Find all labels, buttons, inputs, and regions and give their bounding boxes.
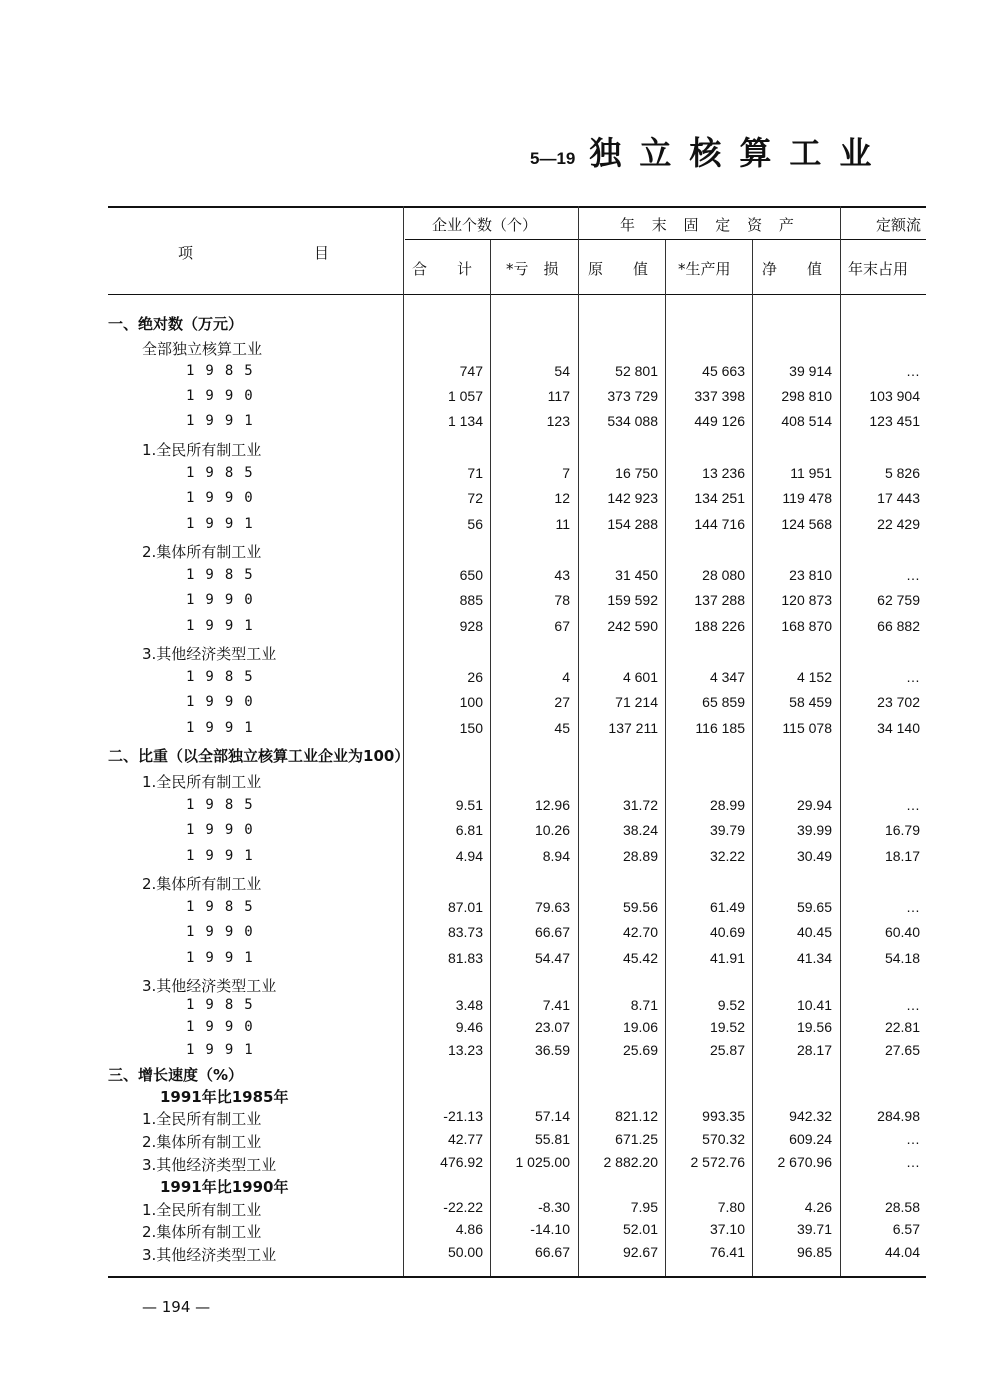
table-cell: 12.96 <box>534 797 570 813</box>
table-cell: 31 450 <box>615 567 658 583</box>
table-cell: 25.87 <box>709 1042 745 1058</box>
table-cell: 8.94 <box>542 848 570 864</box>
table-cell: 19.52 <box>709 1019 745 1035</box>
table-number: 5—19 <box>530 149 576 168</box>
row-label: 1985 <box>186 669 264 685</box>
table-cell: 19.56 <box>796 1019 832 1035</box>
header-col-loss: *亏 损 <box>506 260 559 278</box>
header-fixed-assets: 年 末 固 定 资 产 <box>620 216 800 234</box>
table-cell: 62 759 <box>877 592 920 608</box>
table-row <box>0 975 1000 997</box>
table-row <box>0 950 1000 972</box>
table-cell: 10.41 <box>796 997 832 1013</box>
table-cell: 168 870 <box>781 618 832 634</box>
table-cell: 26 <box>467 669 483 685</box>
row-label: 3.其他经济类型工业 <box>142 977 277 995</box>
row-label: 1.全民所有制工业 <box>142 773 262 791</box>
table-cell: 7 <box>562 465 570 481</box>
table-cell: 116 185 <box>695 720 745 736</box>
table-cell: 52 801 <box>615 363 658 379</box>
table-cell: 9.46 <box>455 1019 483 1035</box>
table-row <box>0 618 1000 640</box>
table-cell: 7.80 <box>717 1199 745 1215</box>
row-label: 2.集体所有制工业 <box>142 875 262 893</box>
row-label: 2.集体所有制工业 <box>142 543 262 561</box>
table-title: 独立核算工业 <box>589 134 890 172</box>
table-cell: 96.85 <box>796 1244 832 1260</box>
table-cell: 40.69 <box>709 924 745 940</box>
table-cell: 87.01 <box>447 899 483 915</box>
table-cell: 9.51 <box>455 797 483 813</box>
table-cell: 38.24 <box>622 822 658 838</box>
table-row <box>0 720 1000 742</box>
row-label: 1.全民所有制工业 <box>142 441 262 459</box>
row-label: 全部独立核算工业 <box>142 340 263 358</box>
table-cell: 16.79 <box>884 822 920 838</box>
table-row <box>0 771 1000 793</box>
table-cell: 747 <box>459 363 483 379</box>
table-cell: 55.81 <box>534 1131 570 1147</box>
table-cell: 4 601 <box>622 669 658 685</box>
table-cell: 27.65 <box>884 1042 920 1058</box>
table-cell: 28.89 <box>622 848 658 864</box>
row-label: 1991 <box>186 848 264 864</box>
table-cell: … <box>906 797 920 813</box>
table-cell: 124 568 <box>781 516 832 532</box>
row-label: 1990 <box>186 694 264 710</box>
table-row <box>0 873 1000 895</box>
table-cell: 39.71 <box>796 1221 832 1237</box>
table-row <box>0 439 1000 461</box>
table-cell: 4 347 <box>709 669 745 685</box>
table-cell: 4 152 <box>796 669 832 685</box>
table-cell: 134 251 <box>694 490 745 506</box>
table-row <box>0 363 1000 385</box>
table-cell: 71 <box>467 465 483 481</box>
table-cell: 8.71 <box>630 997 658 1013</box>
table-cell: 159 592 <box>607 592 658 608</box>
row-label: 1985 <box>186 465 264 481</box>
row-label: 1990 <box>186 388 264 404</box>
table-row <box>0 669 1000 691</box>
table-cell: 45 663 <box>702 363 745 379</box>
table-cell: -14.10 <box>530 1221 570 1237</box>
row-label: 1991 <box>186 720 264 736</box>
table-cell: 36.59 <box>534 1042 570 1058</box>
table-cell: 2 670.96 <box>777 1154 832 1170</box>
table-cell: 1 057 <box>447 388 483 404</box>
table-cell: 45.42 <box>622 950 658 966</box>
table-cell: 22.81 <box>884 1019 920 1035</box>
table-row <box>0 1221 1000 1243</box>
table-cell: 32.22 <box>709 848 745 864</box>
table-row <box>0 643 1000 665</box>
table-cell: 28.99 <box>709 797 745 813</box>
table-row <box>0 848 1000 870</box>
table-cell: 83.73 <box>447 924 483 940</box>
table-cell: 298 810 <box>781 388 832 404</box>
table-cell: 58 459 <box>789 694 832 710</box>
table-cell: 119 478 <box>782 490 832 506</box>
table-row <box>0 822 1000 844</box>
row-label: 1990 <box>186 924 264 940</box>
table-cell: 534 088 <box>607 413 658 429</box>
table-cell: 4.86 <box>455 1221 483 1237</box>
header-col-yearend: 年末占用 <box>848 260 909 278</box>
table-row <box>0 899 1000 921</box>
table-cell: 408 514 <box>781 413 832 429</box>
table-cell: 9.52 <box>717 997 745 1013</box>
table-cell: 50.00 <box>447 1244 483 1260</box>
table-row <box>0 797 1000 819</box>
table-row <box>0 997 1000 1019</box>
table-cell: 41.91 <box>709 950 745 966</box>
row-label: 1990 <box>186 490 264 506</box>
table-cell: … <box>906 899 920 915</box>
header-bottom-rule <box>108 294 926 295</box>
row-label: 1991 <box>186 950 264 966</box>
table-cell: 42.70 <box>622 924 658 940</box>
table-cell: 103 904 <box>869 388 920 404</box>
table-row <box>0 1199 1000 1221</box>
row-label: 1.全民所有制工业 <box>142 1110 262 1128</box>
table-cell: 1 134 <box>447 413 483 429</box>
header-item-1: 项 <box>178 244 194 262</box>
table-cell: 188 226 <box>694 618 745 634</box>
table-cell: 10.26 <box>534 822 570 838</box>
row-label: 3.其他经济类型工业 <box>142 1156 277 1174</box>
table-cell: 66.67 <box>534 924 570 940</box>
table-cell: … <box>906 1154 920 1170</box>
table-cell: 28.17 <box>796 1042 832 1058</box>
table-cell: 22 429 <box>877 516 920 532</box>
table-cell: 12 <box>554 490 570 506</box>
table-cell: 40.45 <box>796 924 832 940</box>
header-col-net: 净 值 <box>762 260 823 278</box>
table-cell: 100 <box>459 694 483 710</box>
table-cell: … <box>906 1131 920 1147</box>
page-number: — 194 — <box>142 1298 211 1316</box>
row-label: 1990 <box>186 1019 264 1035</box>
table-cell: 54.18 <box>884 950 920 966</box>
row-label: 1991 <box>186 516 264 532</box>
table-cell: 23 702 <box>877 694 920 710</box>
table-cell: 42.77 <box>447 1131 483 1147</box>
table-cell: 45 <box>554 720 570 736</box>
table-cell: 150 <box>459 720 483 736</box>
row-label: 二、比重（以全部独立核算工业企业为100） <box>108 747 410 765</box>
table-cell: 242 590 <box>607 618 658 634</box>
table-cell: 885 <box>459 592 483 608</box>
table-cell: 56 <box>467 516 483 532</box>
table-cell: 19.06 <box>622 1019 658 1035</box>
table-row <box>0 465 1000 487</box>
table-cell: 39.79 <box>709 822 745 838</box>
table-cell: 2 572.76 <box>690 1154 745 1170</box>
table-cell: 6.57 <box>892 1221 920 1237</box>
table-cell: 476.92 <box>440 1154 483 1170</box>
table-cell: 13 236 <box>702 465 745 481</box>
table-cell: 44.04 <box>884 1244 920 1260</box>
table-cell: … <box>906 363 920 379</box>
table-row <box>0 745 1000 767</box>
table-cell: 34 140 <box>877 720 920 736</box>
header-enterprises: 企业个数（个） <box>432 216 538 234</box>
table-cell: 11 951 <box>790 465 832 481</box>
table-cell: 117 <box>547 388 570 404</box>
table-cell: 28.58 <box>884 1199 920 1215</box>
row-label: 2.集体所有制工业 <box>142 1133 262 1151</box>
table-cell: 5 826 <box>884 465 920 481</box>
table-cell: 993.35 <box>702 1108 745 1124</box>
table-row <box>0 413 1000 435</box>
table-cell: 30.49 <box>796 848 832 864</box>
table-cell: 650 <box>459 567 483 583</box>
table-cell: 4.94 <box>455 848 483 864</box>
table-cell: 137 288 <box>694 592 745 608</box>
header-col-original: 原 值 <box>588 260 649 278</box>
table-cell: 3.48 <box>455 997 483 1013</box>
table-cell: 59.65 <box>796 899 832 915</box>
table-row <box>0 388 1000 410</box>
table-cell: 43 <box>554 567 570 583</box>
table-cell: 821.12 <box>615 1108 658 1124</box>
table-cell: 1 025.00 <box>515 1154 570 1170</box>
table-cell: 66 882 <box>877 618 920 634</box>
row-label: 一、绝对数（万元） <box>108 315 244 333</box>
table-cell: 60.40 <box>884 924 920 940</box>
table-row <box>0 694 1000 716</box>
table-cell: 41.34 <box>796 950 832 966</box>
table-row <box>0 1176 1000 1198</box>
row-label: 2.集体所有制工业 <box>142 1223 262 1241</box>
row-label: 1.全民所有制工业 <box>142 1201 262 1219</box>
table-cell: 31.72 <box>622 797 658 813</box>
header-col-total: 合 计 <box>412 260 473 278</box>
row-label: 1985 <box>186 363 264 379</box>
table-row <box>0 338 1000 360</box>
table-row <box>0 1086 1000 1108</box>
table-cell: -21.13 <box>443 1108 483 1124</box>
table-row <box>0 313 1000 335</box>
table-cell: 54 <box>554 363 570 379</box>
header-quota: 定额流 <box>876 216 922 234</box>
row-label: 1991年比1990年 <box>160 1178 289 1196</box>
table-cell: 71 214 <box>615 694 658 710</box>
table-cell: 28 080 <box>702 567 745 583</box>
row-label: 1991 <box>186 618 264 634</box>
table-cell: 142 923 <box>607 490 658 506</box>
header-item-2: 目 <box>314 244 330 262</box>
table-row <box>0 516 1000 538</box>
table-row <box>0 592 1000 614</box>
table-cell: 52.01 <box>622 1221 658 1237</box>
row-label: 1985 <box>186 567 264 583</box>
table-cell: 72 <box>467 490 483 506</box>
table-cell: 144 716 <box>694 516 745 532</box>
table-cell: 39.99 <box>796 822 832 838</box>
row-label: 1990 <box>186 592 264 608</box>
table-row <box>0 541 1000 563</box>
table-cell: 7.95 <box>630 1199 658 1215</box>
table-row <box>0 1064 1000 1086</box>
table-row <box>0 1154 1000 1176</box>
table-cell: 373 729 <box>607 388 658 404</box>
table-cell: 59.56 <box>622 899 658 915</box>
table-cell: -8.30 <box>538 1199 570 1215</box>
table-cell: 27 <box>554 694 570 710</box>
table-cell: 23.07 <box>534 1019 570 1035</box>
table-cell: … <box>906 567 920 583</box>
row-label: 1985 <box>186 997 264 1013</box>
table-cell: 37.10 <box>709 1221 745 1237</box>
table-cell: 284.98 <box>877 1108 920 1124</box>
table-cell: … <box>906 997 920 1013</box>
row-label: 1991 <box>186 413 264 429</box>
table-cell: 39 914 <box>789 363 832 379</box>
table-cell: 13.23 <box>447 1042 483 1058</box>
table-cell: 4.26 <box>804 1199 832 1215</box>
table-cell: 61.49 <box>709 899 745 915</box>
table-row <box>0 1108 1000 1130</box>
header-col-production: *生产用 <box>678 260 731 278</box>
table-cell: 29.94 <box>796 797 832 813</box>
table-cell: 137 211 <box>608 720 658 736</box>
row-label: 1985 <box>186 899 264 915</box>
page-title <box>530 128 890 172</box>
table-cell: 609.24 <box>789 1131 832 1147</box>
row-label: 1985 <box>186 797 264 813</box>
table-cell: 942.32 <box>789 1108 832 1124</box>
row-label: 1991年比1985年 <box>160 1088 289 1106</box>
table-cell: 81.83 <box>447 950 483 966</box>
table-cell: -22.22 <box>443 1199 483 1215</box>
table-cell: 337 398 <box>694 388 745 404</box>
table-cell: 123 <box>546 413 570 429</box>
table-row <box>0 924 1000 946</box>
table-cell: 120 873 <box>781 592 832 608</box>
table-cell: 25.69 <box>622 1042 658 1058</box>
table-row <box>0 1244 1000 1266</box>
table-cell: 2 882.20 <box>603 1154 658 1170</box>
table-cell: 11 <box>555 516 570 532</box>
row-label: 3.其他经济类型工业 <box>142 1246 277 1264</box>
table-cell: 928 <box>459 618 483 634</box>
table-cell: 92.67 <box>622 1244 658 1260</box>
table-cell: 449 126 <box>694 413 745 429</box>
table-cell: 78 <box>554 592 570 608</box>
row-label: 三、增长速度（%） <box>108 1066 244 1084</box>
table-cell: 79.63 <box>534 899 570 915</box>
table-cell: … <box>906 669 920 685</box>
table-cell: 154 288 <box>607 516 658 532</box>
table-row <box>0 567 1000 589</box>
row-label: 3.其他经济类型工业 <box>142 645 277 663</box>
top-rule <box>108 206 926 208</box>
table-cell: 671.25 <box>615 1131 658 1147</box>
table-cell: 16 750 <box>615 465 658 481</box>
table-cell: 115 078 <box>782 720 832 736</box>
table-cell: 23 810 <box>789 567 832 583</box>
row-label: 1991 <box>186 1042 264 1058</box>
bottom-rule <box>108 1276 926 1278</box>
table-cell: 67 <box>554 618 570 634</box>
table-cell: 4 <box>562 669 570 685</box>
row-label: 1990 <box>186 822 264 838</box>
table-cell: 66.67 <box>534 1244 570 1260</box>
table-cell: 17 443 <box>877 490 920 506</box>
table-cell: 18.17 <box>884 848 920 864</box>
table-row <box>0 490 1000 512</box>
table-cell: 123 451 <box>869 413 920 429</box>
table-row <box>0 1019 1000 1041</box>
table-cell: 57.14 <box>534 1108 570 1124</box>
table-row <box>0 1042 1000 1064</box>
table-cell: 76.41 <box>709 1244 745 1260</box>
table-cell: 54.47 <box>534 950 570 966</box>
table-cell: 6.81 <box>455 822 483 838</box>
table-cell: 570.32 <box>702 1131 745 1147</box>
table-cell: 7.41 <box>542 997 570 1013</box>
table-cell: 65 859 <box>702 694 745 710</box>
table-row <box>0 1131 1000 1153</box>
